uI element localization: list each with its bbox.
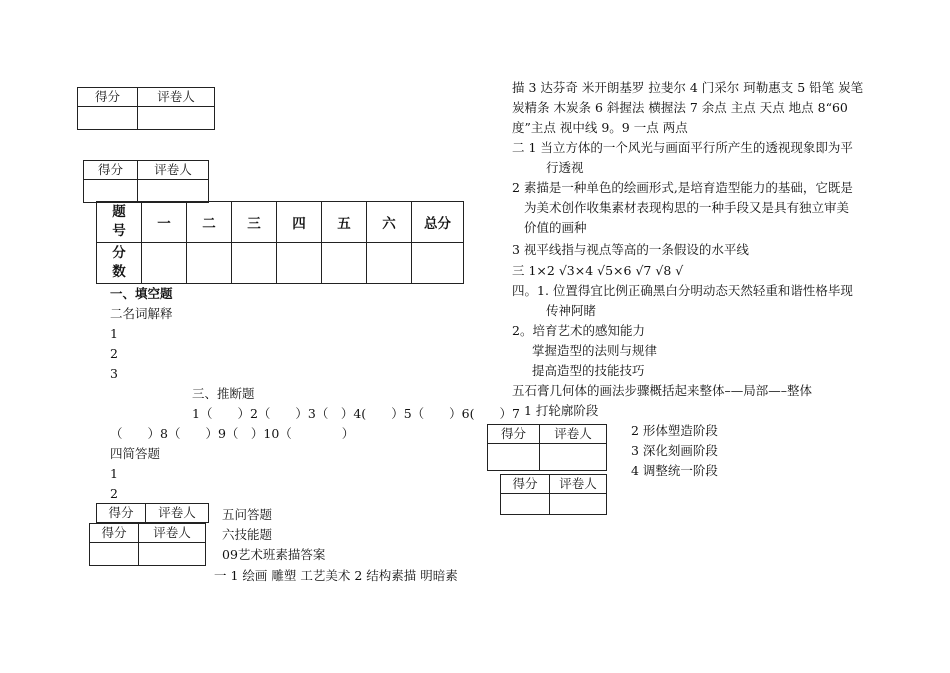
term-item-3: 3 (110, 366, 118, 381)
score-cell[interactable] (277, 243, 322, 284)
score-cell-label: 得分 (97, 504, 146, 523)
section-essay: 五问答题 (222, 507, 273, 522)
answer-line: 传神阿睹 (546, 303, 597, 318)
answer-line: 掌握造型的法则与规律 (532, 343, 658, 358)
grade-box-2 (83, 160, 209, 203)
answer-line: 为美术创作收集素材表现构思的一种手段又是具有独立审美 (524, 200, 850, 215)
section-skill: 六技能题 (222, 527, 273, 542)
judgment-line-1: 1（ ）2（ ）3（ ）4( ）5（ ）6( ）7 (192, 406, 520, 421)
score-cell-empty[interactable] (78, 107, 138, 130)
grader-cell-empty[interactable] (550, 494, 607, 515)
grader-cell-label: 评卷人 (138, 88, 215, 107)
score-cell[interactable] (142, 243, 187, 284)
score-table-header-6: 六 (367, 202, 412, 243)
answer-line: 炭精条 木炭条 6 斜握法 横握法 7 余点 主点 天点 地点 8“60 (512, 100, 848, 115)
section-judgment: 三、推断题 (192, 386, 255, 401)
answer-line: 描 3 达芬奇 米开朗基罗 拉斐尔 4 门采尔 珂勒惠支 5 铅笔 炭笔 (512, 80, 864, 95)
section-term-explanation: 二名词解释 (110, 306, 173, 321)
answer-line: 五石膏几何体的画法步骤概括起来整体–—局部—–整体 (512, 383, 813, 398)
answer-line: 2 形体塑造阶段 (631, 423, 718, 438)
score-cell-label: 得分 (501, 475, 550, 494)
score-table-header-total: 总分 (412, 202, 464, 243)
score-table-header-4: 四 (277, 202, 322, 243)
grade-box-6 (500, 474, 607, 515)
answer-line: 4 调整统一阶段 (631, 463, 718, 478)
answer-line: 提高造型的技能技巧 (532, 363, 645, 378)
header-label: 题号 (112, 204, 126, 239)
term-item-2: 2 (110, 346, 118, 361)
section-short-answer: 四简答题 (110, 446, 161, 461)
score-table (96, 201, 464, 284)
score-cell[interactable] (322, 243, 367, 284)
answer-line: 1 打轮廓阶段 (524, 403, 599, 418)
answer-line: 2 素描是一种单色的绘画形式,是培育造型能力的基础，它既是 (512, 180, 853, 195)
score-cell[interactable] (412, 243, 464, 284)
section-fill-blank: 一、填空题 (110, 286, 173, 301)
grader-cell-label: 评卷人 (550, 475, 607, 494)
answer-line: 三 1×2 √3×4 √5×6 √7 √8 √ (512, 263, 684, 278)
judgment-line-2: （ ）8（ ）9（ ）10（ ） (110, 426, 355, 441)
grade-box-3 (96, 503, 209, 523)
score-cell-empty[interactable] (501, 494, 550, 515)
grader-cell-empty[interactable] (540, 444, 607, 471)
row-label: 分数 (112, 245, 126, 280)
score-cell-label: 得分 (84, 161, 138, 180)
grader-cell-label: 评卷人 (139, 524, 206, 543)
grade-box-5 (487, 424, 607, 471)
answer-line: 价值的画种 (524, 220, 587, 235)
score-table-header-5: 五 (322, 202, 367, 243)
answer-line: 2。培育艺术的感知能力 (512, 323, 645, 338)
short-answer-item-2: 2 (110, 486, 118, 501)
grader-cell-empty[interactable] (138, 180, 209, 203)
score-table-header-3: 三 (232, 202, 277, 243)
score-cell-label: 得分 (78, 88, 138, 107)
score-cell-label: 得分 (90, 524, 139, 543)
answer-line: 3 深化刻画阶段 (631, 443, 718, 458)
grader-cell-label: 评卷人 (540, 425, 607, 444)
grader-cell-label: 评卷人 (138, 161, 209, 180)
grader-cell-empty[interactable] (138, 107, 215, 130)
score-cell[interactable] (232, 243, 277, 284)
score-cell[interactable] (367, 243, 412, 284)
score-cell-empty[interactable] (90, 543, 139, 566)
answer-line: 3 视平线指与视点等高的一条假设的水平线 (512, 242, 749, 257)
grader-cell-label: 评卷人 (146, 504, 209, 523)
score-table-header-number (97, 202, 142, 243)
grade-box-1 (77, 87, 215, 130)
grade-box-4 (89, 523, 206, 566)
score-table-header-2: 二 (187, 202, 232, 243)
score-table-row-label (97, 243, 142, 284)
answers-title: 09艺术班素描答案 (222, 547, 326, 562)
grader-cell-empty[interactable] (139, 543, 206, 566)
score-cell-empty[interactable] (488, 444, 540, 471)
score-table-header-1: 一 (142, 202, 187, 243)
score-cell[interactable] (187, 243, 232, 284)
answer-line: 四。1. 位置得宜比例正确黑白分明动态天然轻重和谐性格毕现 (512, 283, 853, 298)
score-cell-label: 得分 (488, 425, 540, 444)
answer-line: 行透视 (546, 160, 584, 175)
score-cell-empty[interactable] (84, 180, 138, 203)
answer-line: 度”主点 视中线 9。9 一点 两点 (512, 120, 688, 135)
answer-line: 二 1 当立方体的一个风光与画面平行所产生的透视现象即为平 (512, 140, 853, 155)
answer-part-one-start: 一 1 绘画 雕塑 工艺美术 2 结构素描 明暗素 (214, 568, 458, 583)
term-item-1: 1 (110, 326, 118, 341)
short-answer-item-1: 1 (110, 466, 118, 481)
